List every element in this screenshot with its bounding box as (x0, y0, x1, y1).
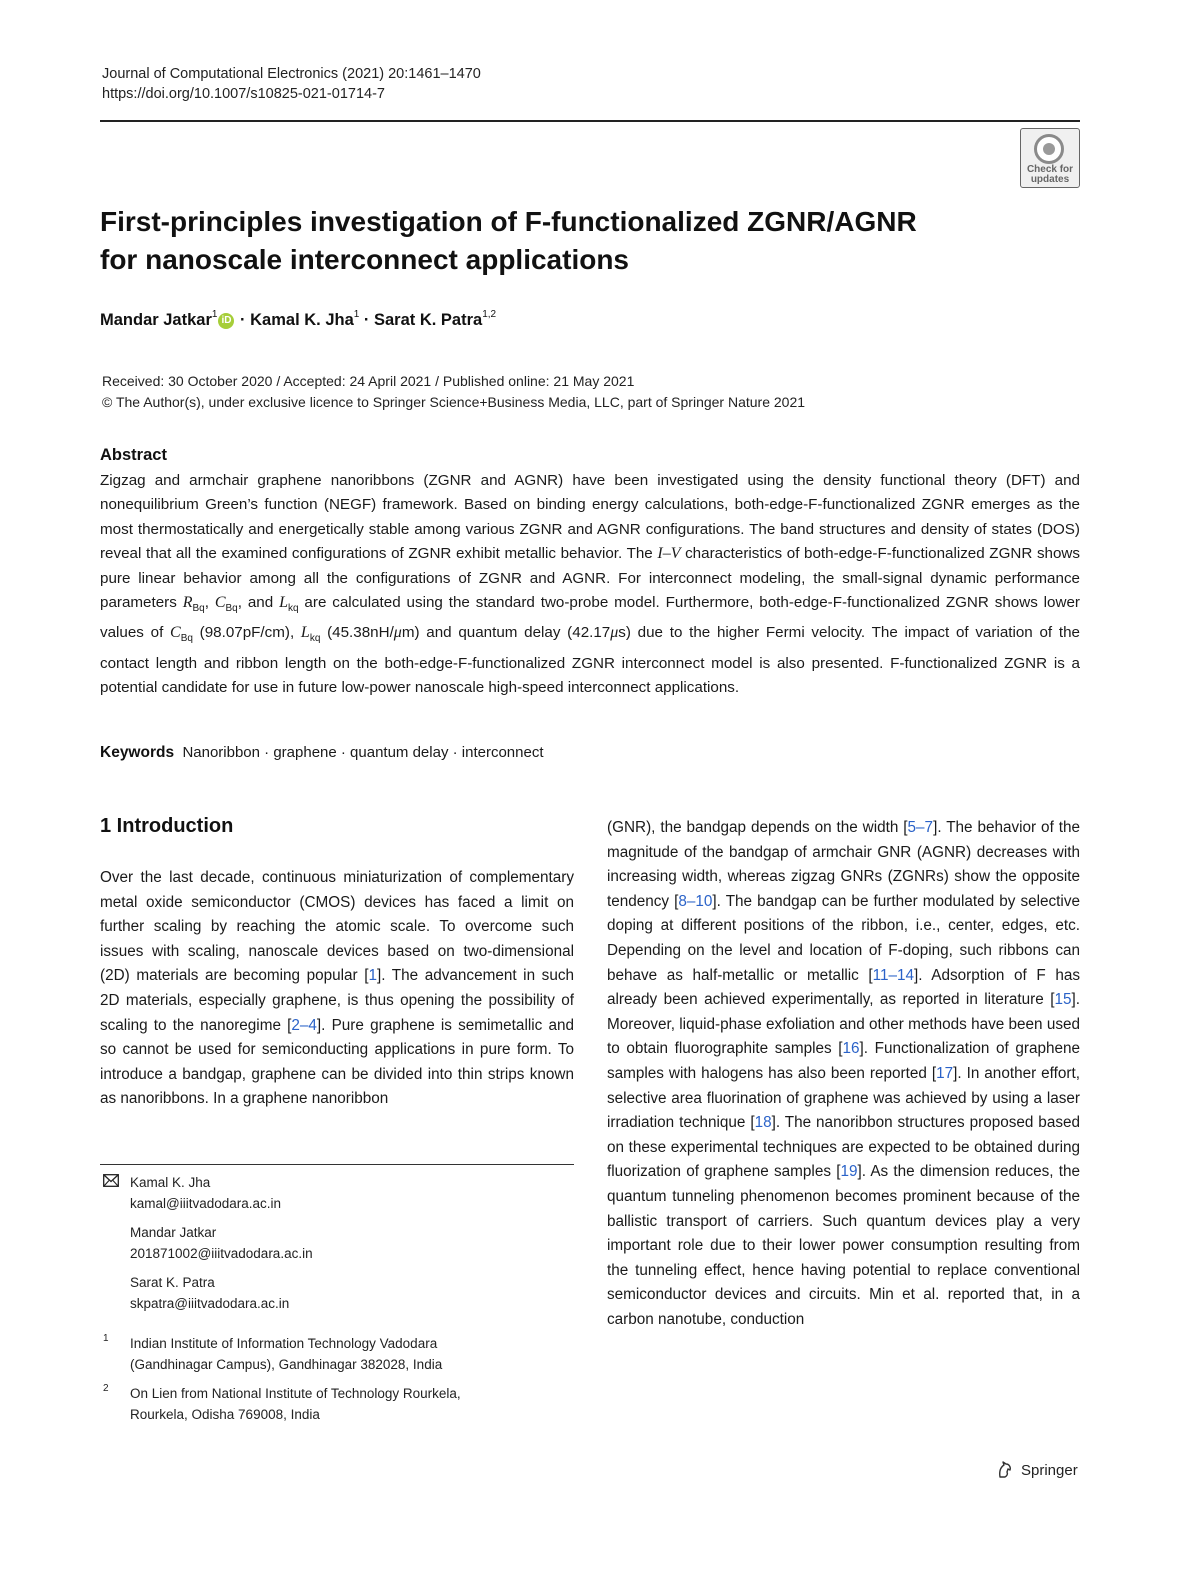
author-name: Kamal K. Jha (250, 311, 354, 329)
intro-left-column: Over the last decade, continuous miniaturization of complementary metal oxide semiconductor (CMOS) devices has faced a limit on further scaling by reaching the atomic scale. To overcome such issues with scaling, nanoscale devices based on two-dimensional (2D) materials are becoming popular [1]. The advancement in such 2D materials, especially graphene, is thus opening the possibility of scaling to the nanoregime [2–4]. Pure graphene is semimetallic and so cannot be used for semiconducting applications in pure form. To introduce a bandgap, graphene can be divided into thin strips known as nanoribbons. In a graphene nanoribbon (100, 869, 574, 1108)
envelope-icon (103, 1174, 119, 1190)
abstract-heading: Abstract (100, 446, 167, 464)
section-heading: 1 Introduction (100, 815, 234, 837)
citation-link[interactable]: 18 (754, 1114, 772, 1132)
email-link[interactable]: 201871002@iiitvadodara.ac.in (130, 1245, 313, 1261)
copyright-line: © The Author(s), under exclusive licence to Springer Science+Business Media, LLC, part of Springer Nature 2021 (102, 394, 806, 410)
doi-link[interactable]: https://doi.org/10.1007/s10825-021-01714-7 (102, 86, 385, 102)
crossmark-icon (1034, 134, 1064, 164)
abstract-body: Zigzag and armchair graphene nanoribbons (ZGNR and AGNR) have been investigated using the density functional theory (DFT) and nonequilibrium Green’s function (NEGF) framework. Based on binding energy calculations, both-edge-F-functionalized ZGNR emerges as the most thermostatically and energetically stable among various ZGNR and AGNR configurations. The band structures and density of states (DOS) reveal that all the examined configurations of ZGNR exhibit metallic behavior. The I–V characteristics of both-edge-F-functionalized ZGNR shows pure linear behavior among all the configurations of ZGNR and AGNR. For interconnect modeling, the small-signal dynamic performance parameters $R_{Bq}$, $C_{Bq}$, and $L_{kq}$ are calculated using the standard two-probe model. Furthermore, both-edge-F-functionalized ZGNR shows lower values of $C_{Bq}$ (98.07pF/cm), $L_{kq}$ (45.38nH/μm) and quantum delay (42.17μs) due to the higher Fermi velocity. The impact of variation of the contact length and ribbon length on the both-edge-F-functionalized ZGNR interconnect model is also presented. F-functionalized ZGNR is a potential candidate for use in future low-power nanoscale high-speed interconnect applications. (100, 472, 1080, 697)
email-link[interactable]: skpatra@iiitvadodara.ac.in (130, 1295, 290, 1311)
author-contact: Mandar Jatkar 201871002@iiitvadodara.ac.in (130, 1223, 313, 1264)
journal-citation: Journal of Computational Electronics (2021) 20:1461–1470 (102, 66, 481, 82)
paper-title: First-principles investigation of F-functionalized ZGNR/AGNR for nanoscale interconnect applications (100, 206, 917, 275)
author-list: Mandar Jatkar$^1$iD · Kamal K. Jha$^1$ · Sarat K. Patra$^{1,2}$ (100, 309, 497, 329)
orcid-icon[interactable]: iD (218, 313, 234, 329)
citation-link[interactable]: 19 (840, 1163, 858, 1181)
publisher-logo: Springer (995, 1459, 1078, 1483)
keywords-label: Keywords (100, 744, 175, 761)
check-for-updates-badge[interactable] (1020, 128, 1080, 188)
keywords: Keywords Nanoribbon · graphene · quantum delay · interconnect (100, 744, 544, 761)
citation-link[interactable]: 1 (368, 967, 377, 985)
badge-text: Check for updates (1026, 164, 1074, 185)
corresponding-author: Kamal K. Jha kamal@iiitvadodara.ac.in (130, 1173, 281, 1214)
affiliation-number: 2 (103, 1383, 109, 1394)
journal-header (102, 64, 481, 104)
affiliation-number: 1 (103, 1333, 109, 1344)
publication-dates: Received: 30 October 2020 / Accepted: 24 April 2021 / Published online: 21 May 2021 © The Author(s), under exclusive licence to Springer Science+Business Media, LLC, part of Springer Nature 2021 (102, 371, 805, 413)
email-link[interactable]: kamal@iiitvadodara.ac.in (130, 1195, 282, 1211)
affiliation: Indian Institute of Information Technology Vadodara (Gandhinagar Campus), Gandhinagar 382028, India (130, 1336, 443, 1372)
citation-link[interactable]: 15 (1054, 991, 1072, 1009)
author-name: Sarat K. Patra (373, 311, 483, 329)
citation-link[interactable]: 17 (936, 1064, 954, 1082)
author-contact: Sarat K. Patra skpatra@iiitvadodara.ac.in (130, 1273, 289, 1314)
citation-link[interactable]: 11–14 (872, 966, 915, 984)
citation-link[interactable]: 5–7 (907, 819, 934, 836)
citation-link[interactable]: 2–4 (291, 1016, 317, 1034)
citation-link[interactable]: 16 (842, 1040, 860, 1058)
springer-horse-icon (995, 1459, 1015, 1483)
header-rule (100, 120, 1080, 122)
footnote-rule (100, 1164, 574, 1165)
citation-link[interactable]: 8–10 (678, 892, 713, 910)
intro-right-column: (GNR), the bandgap depends on the width [5–7]. The behavior of the magnitude of the bandgap of armchair GNR (AGNR) decreases with increasing width, whereas zigzag GNRs (ZGNRs) show the opposite tendency [8–10]. The bandgap can be further modulated by selective doping at different positions of the ribbon, i.e., center, edges, etc. Depending on the level and location of F-doping, such ribbons can behave as half-metallic or metallic [11–14]. Adsorption of F has already been achieved experimentally, as reported in literature [15]. Moreover, liquid-phase exfoliation and other methods have been used to obtain fluorographite samples [16]. Functionalization of graphene samples with halogens has also been reported [17]. In another effort, selective area fluorination of graphene was achieved by using a laser irradiation technique [18]. The nanoribbon structures proposed based on these experimental techniques are expected to be obtained during fluorization of graphene samples [19]. As the dimension reduces, the quantum tunneling phenomenon becomes prominent because of the ballistic transport of carriers. Such quantum devices play a very important role due to their lower power consumption resulting from the tunneling effect, hence having potential to replace conventional semiconductor devices and circuits. Min et al. reported that, in a carbon nanotube, conduction (607, 819, 1081, 1328)
author-name: Mandar Jatkar (100, 311, 212, 329)
affiliation: On Lien from National Institute of Technology Rourkela, Rourkela, Odisha 769008, India (130, 1386, 461, 1422)
